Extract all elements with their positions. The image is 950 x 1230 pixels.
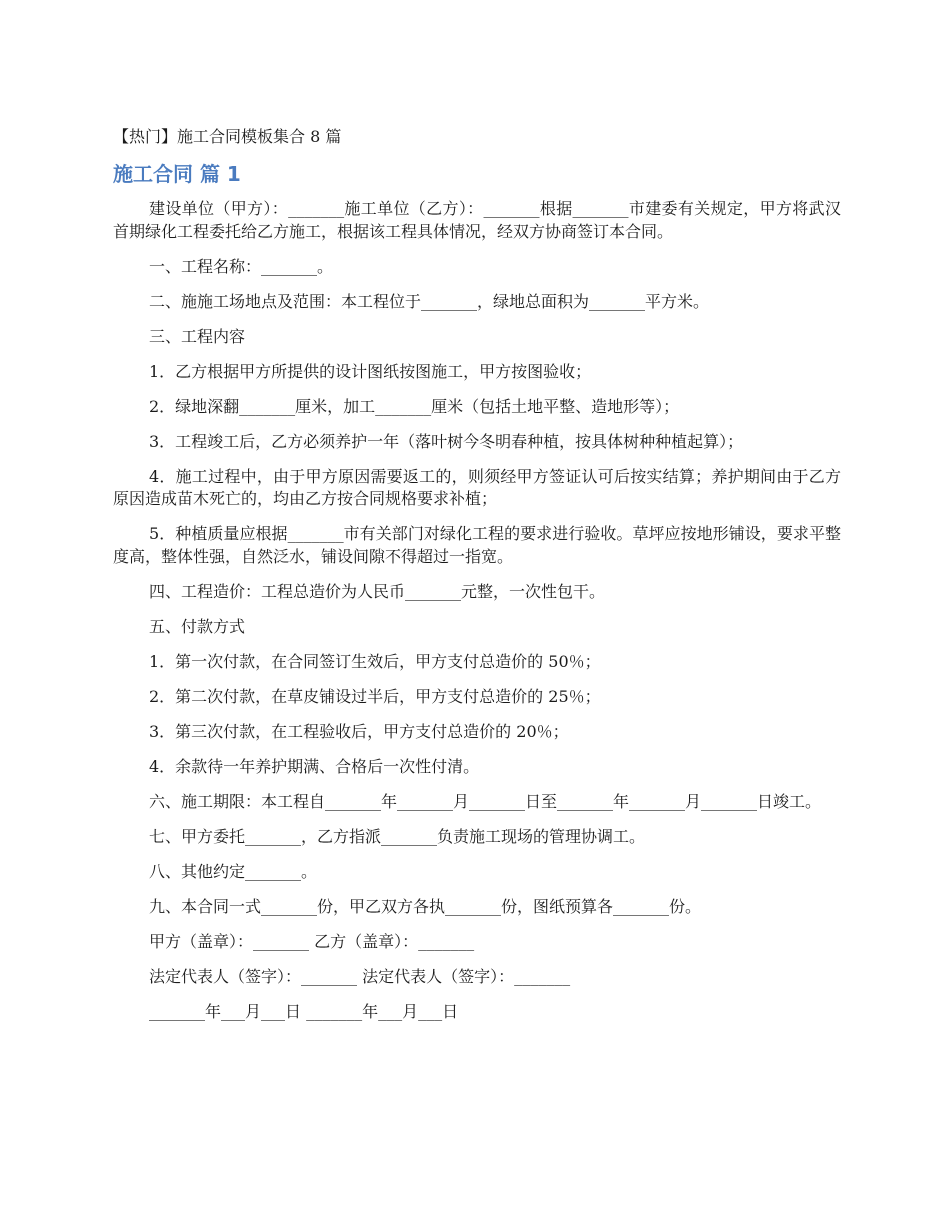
paragraph-other-terms: 八、其他约定_______。 [149,861,318,881]
document-page [113,126,841,1036]
paragraph-project-cost: 四、工程造价：工程总造价为人民币_______元整，一次性包干。 [149,581,606,601]
paragraph-content-item-1: 1．乙方根据甲方所提供的设计图纸按图施工，甲方按图验收； [149,361,592,381]
paragraph-content-item-5: 5．种植质量应根据_______市有关部门对绿化工程的要求进行验收。草坪应按地形铺设，要求平整度高，整体性强，自然泛水，铺设间隙不得超过一指宽。 [113,524,841,566]
paragraph-site-management: 七、甲方委托_______，乙方指派_______负责施工现场的管理协调工。 [149,826,646,846]
paragraph-payment-method: 五、付款方式 [149,616,246,636]
signature-date-line: _______年___月___日 _______年___月___日 [149,1001,459,1021]
paragraph-payment-item-4: 4．余款待一年养护期满、合格后一次性付清。 [149,756,480,776]
paragraph-site-scope: 二、施施工场地点及范围：本工程位于_______，绿地总面积为_______平方米。 [149,291,710,311]
paragraph-payment-item-2: 2．第二次付款，在草皮铺设过半后，甲方支付总造价的 25％； [149,686,601,706]
paragraph-payment-item-3: 3．第三次付款，在工程验收后，甲方支付总造价的 20％； [149,721,569,741]
paragraph-payment-item-1: 1．第一次付款，在合同签订生效后，甲方支付总造价的 50％； [149,651,601,671]
signature-representative-line: 法定代表人（签字）：_______ 法定代表人（签字）：_______ [149,966,571,986]
paragraph-content-item-2: 2．绿地深翻_______厘米，加工_______厘米（包括土地平整、造地形等）； [149,396,680,416]
section-heading: 施工合同 篇 1 [113,162,241,186]
paragraph-construction-period: 六、施工期限：本工程自_______年_______月_______日至_______年_______月_______日竣工。 [149,791,822,811]
paragraph-preamble: 建设单位（甲方）：_______施工单位（乙方）：_______根据_______市建委有关规定，甲方将武汉首期绿化工程委托给乙方施工，根据该工程具体情况，经双方协商签订本合同。 [113,199,841,241]
signature-seal-line: 甲方（盖章）：_______ 乙方（盖章）：_______ [149,931,475,951]
paragraph-copies: 九、本合同一式_______份，甲乙双方各执_______份，图纸预算各_______份。 [149,896,702,916]
paragraph-content-item-4: 4．施工过程中，由于甲方原因需要返工的，则须经甲方签证认可后按实结算；养护期间由于乙方原因造成苗木死亡的，均由乙方按合同规格要求补植； [113,466,841,508]
paragraph-content-item-3: 3．工程竣工后，乙方必须养护一年（落叶树今冬明春种植，按具体树种种植起算）； [149,431,744,451]
paragraph-work-content: 三、工程内容 [149,326,246,346]
contract-body [113,198,841,1023]
document-title: 【热门】施工合同模板集合 8 篇 [113,127,342,146]
paragraph-project-name: 一、工程名称：_______。 [149,256,334,276]
